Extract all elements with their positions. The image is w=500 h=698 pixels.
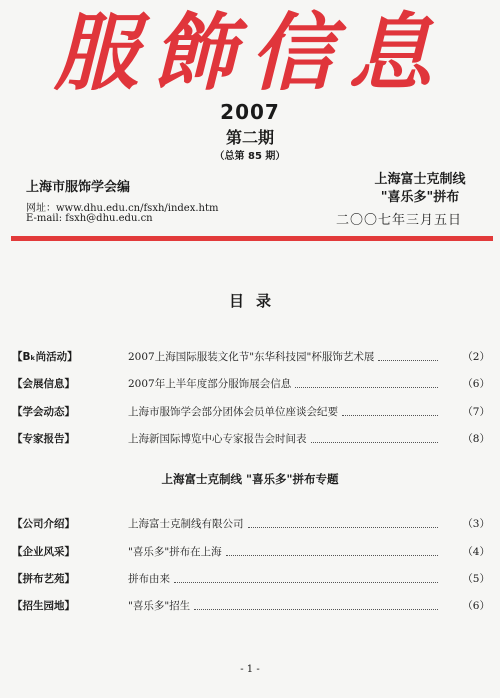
toc-row[interactable] [12, 544, 490, 558]
toc-row[interactable] [12, 571, 490, 585]
toc-entry: 2007年上半年度部分服饰展会信息 [128, 378, 292, 390]
issue-number: 第二期 [225, 128, 274, 147]
toc-category: 【招生园地】 [12, 600, 75, 612]
toc-page: （8） [462, 433, 490, 445]
toc-page: （7） [462, 406, 490, 418]
website-link[interactable]: 网址：www.dhu.edu.cn/fsxh/index.htm [26, 203, 219, 214]
leader-dots [342, 404, 438, 416]
toc-row[interactable] [12, 516, 490, 530]
sponsor-line1: 上海富士克制线 [374, 172, 466, 187]
toc-entry: 上海新国际博览中心专家报告会时间表 [128, 433, 307, 445]
leader-dots [295, 376, 438, 388]
leader-dots [311, 431, 439, 443]
email-link[interactable]: E-mail: fsxh@dhu.edu.cn [26, 213, 153, 224]
toc-entry: 上海市服饰学会部分团体会员单位座谈会纪要 [128, 406, 338, 418]
issue-total: （总第 85 期） [214, 151, 286, 162]
toc-row[interactable] [12, 404, 490, 418]
header-rule [11, 236, 493, 241]
sponsor-line2: "喜乐多"拼布 [380, 190, 460, 205]
leader-dots [226, 544, 438, 556]
toc-page: （6） [462, 378, 490, 390]
toc-entry: "喜乐多"招生 [128, 600, 191, 612]
toc-category: 【会展信息】 [12, 378, 75, 390]
toc-category: 【拼布艺苑】 [12, 573, 75, 585]
toc-category: 【Bₖ尚活动】 [12, 351, 78, 363]
toc-category: 【专家报告】 [12, 433, 75, 445]
toc-row[interactable] [12, 349, 490, 363]
toc-page: （3） [462, 518, 490, 530]
toc-row[interactable] [12, 376, 490, 390]
publish-date: 二〇〇七年三月五日 [336, 213, 463, 228]
masthead-title: 服飾信息 [53, 4, 447, 96]
toc-entry: "喜乐多"拼布在上海 [128, 546, 222, 558]
leader-dots [194, 598, 438, 610]
toc-category: 【学会动态】 [12, 406, 75, 418]
toc-row[interactable] [12, 598, 490, 612]
page-number: - 1 - [240, 664, 260, 675]
toc-page: （2） [462, 351, 490, 363]
toc-page: （5） [462, 573, 490, 585]
toc-page: （4） [462, 546, 490, 558]
toc-entry: 上海富士克制线有限公司 [128, 518, 244, 530]
toc-entry: 拼布由来 [128, 573, 170, 585]
masthead-calligraphy [20, 4, 480, 96]
leader-dots [248, 516, 439, 528]
toc-category: 【企业风采】 [12, 546, 75, 558]
masthead [20, 4, 480, 96]
editor: 上海市服饰学会编 [26, 180, 131, 195]
leader-dots [174, 571, 438, 583]
issue-year: 2007 [220, 100, 280, 124]
toc-title: 目录 [228, 292, 283, 310]
leader-dots [378, 349, 438, 361]
toc-entry: 2007上海国际服装文化节"东华科技园"杯服饰艺术展 [128, 351, 375, 363]
toc-row[interactable] [12, 431, 490, 445]
toc-page: （6） [462, 600, 490, 612]
toc-category: 【公司介绍】 [12, 518, 75, 530]
feature-title: 上海富士克制线 "喜乐多"拼布专题 [161, 472, 339, 486]
